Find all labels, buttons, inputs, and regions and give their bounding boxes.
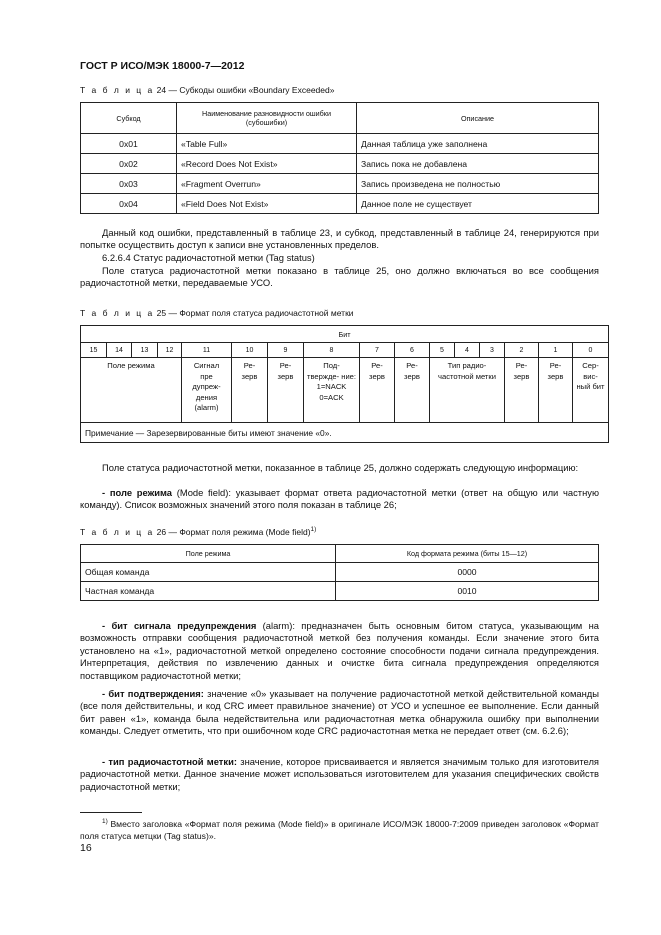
table26-caption-prefix: Т а б л и ц а bbox=[80, 526, 155, 537]
table-25 bbox=[80, 325, 609, 443]
bit-header: Бит bbox=[81, 326, 609, 343]
paragraph: Данный код ошибки, представленный в таблице 23, и субкод, представленный в таблице 24, генерируются при попытке осуществить доступ к записи вне установленных пределов. bbox=[80, 227, 599, 251]
paragraph bbox=[80, 688, 599, 738]
paragraph bbox=[80, 487, 599, 512]
table-header-cell: Описание bbox=[357, 103, 599, 134]
field-cell: Сигнал пре дупреж- дения (alarm) bbox=[182, 358, 232, 423]
field-cell: Ре- зерв bbox=[539, 358, 573, 423]
paragraph bbox=[80, 756, 599, 793]
bit-number: 5 bbox=[430, 343, 455, 358]
table-cell: Данное поле не существует bbox=[357, 194, 599, 214]
table-cell: «Field Does Not Exist» bbox=[177, 194, 357, 214]
document-header: ГОСТ Р ИСО/МЭК 18000-7—2012 bbox=[80, 60, 245, 72]
table-note-row bbox=[81, 423, 609, 443]
bit-number: 14 bbox=[107, 343, 132, 358]
term-bold: - тип радиочастотной метки: bbox=[102, 756, 237, 767]
table-header-cell: Наименование разновидности ошибки (субошибки) bbox=[177, 103, 357, 134]
bit-number: 3 bbox=[480, 343, 505, 358]
field-cell: Поле режима bbox=[81, 358, 182, 423]
table-cell: Частная команда bbox=[81, 582, 336, 601]
table26-caption bbox=[80, 526, 316, 537]
bit-number: 2 bbox=[505, 343, 539, 358]
bit-number: 7 bbox=[360, 343, 395, 358]
table-header-row bbox=[81, 326, 609, 343]
table-header-row bbox=[81, 545, 599, 563]
bit-number: 10 bbox=[232, 343, 268, 358]
bit-number: 15 bbox=[81, 343, 107, 358]
table-cell: Общая команда bbox=[81, 563, 336, 582]
table25-caption-text: 25 — Формат поля статуса радиочастотной метки bbox=[156, 308, 354, 318]
table25-caption bbox=[80, 308, 354, 318]
term-bold: - поле режима bbox=[102, 487, 173, 498]
field-cell: Ре- зерв bbox=[505, 358, 539, 423]
footnote-mark: 1) bbox=[102, 818, 108, 825]
table-cell: 0x02 bbox=[81, 154, 177, 174]
field-cell: Тип радио- частотной метки bbox=[430, 358, 505, 423]
table-row bbox=[81, 174, 599, 194]
term-bold: - бит сигнала предупреждения bbox=[102, 620, 257, 631]
table-cell: Запись произведена не полностью bbox=[357, 174, 599, 194]
bit-number: 11 bbox=[182, 343, 232, 358]
table-cell: «Record Does Not Exist» bbox=[177, 154, 357, 174]
bit-number: 12 bbox=[158, 343, 182, 358]
field-cell: Под- твержде- ние: 1=NACK 0=ACK bbox=[304, 358, 360, 423]
bit-number: 9 bbox=[268, 343, 304, 358]
table-row bbox=[81, 154, 599, 174]
table-row bbox=[81, 134, 599, 154]
paragraph-text: (alarm): предназначен быть основным битом статуса, указывающим на возможность отправки сообщения радиочастотной меткой без получения команды. Если значение этого бита установлено на «1», радиочастотной меткой определено состояние способности подачи сигнала предупреждения. Интерпретация, действия по извлечению данных и очистке бита сигнала предупреждения определяются поставщиком радиочастотной метки; bbox=[80, 620, 599, 681]
table-note: Примечание — Зарезервированные биты имеют значение «0». bbox=[81, 423, 609, 443]
table24-caption-prefix: Т а б л и ц а bbox=[80, 85, 155, 95]
field-cell: Ре- зерв bbox=[395, 358, 430, 423]
bit-number: 6 bbox=[395, 343, 430, 358]
table25-caption-prefix: Т а б л и ц а bbox=[80, 308, 155, 318]
table-row bbox=[81, 582, 599, 601]
footnote-ref: 1) bbox=[310, 526, 317, 533]
paragraph-text: значение, которое присваивается и является значимым только для изготовителя радиочастотной метки. Данное значение может использоваться изготовителем для указания специфических свойств радиочастотной метки; bbox=[80, 756, 600, 792]
table-cell: 0x03 bbox=[81, 174, 177, 194]
bit-number: 1 bbox=[539, 343, 573, 358]
section-heading: 6.2.6.4 Статус радиочастотной метки (Tag status) bbox=[102, 252, 315, 263]
bit-number: 8 bbox=[304, 343, 360, 358]
footnote bbox=[80, 816, 599, 842]
table24-caption-text: 24 — Субкоды ошибки «Boundary Exceeded» bbox=[156, 85, 335, 95]
field-row bbox=[81, 358, 609, 423]
term-bold: - бит подтверждения: bbox=[102, 688, 204, 699]
table-cell: 0010 bbox=[336, 582, 599, 601]
field-cell: Сер- вис- ный бит bbox=[573, 358, 609, 423]
bit-number: 0 bbox=[573, 343, 609, 358]
footnote-text: Вместо заголовка «Формат поля режима (Mode field)» в оригинале ИСО/МЭК 18000-7:2009 приведен заголовок «Формат поля статуса метцки (Tag status)». bbox=[80, 818, 599, 841]
bit-number: 4 bbox=[455, 343, 480, 358]
paragraph: Поле статуса радиочастотной метки показано в таблице 25, оно должно включаться во все сообщения радиочастотной метки, передаваемые УСО. bbox=[80, 265, 599, 289]
field-cell: Ре- зерв bbox=[268, 358, 304, 423]
bit-number: 13 bbox=[132, 343, 158, 358]
page-number: 16 bbox=[80, 842, 92, 854]
table-26 bbox=[80, 544, 599, 601]
paragraph-text: значение «0» указывает на получение радиочастотной меткой действительной команды (все поля действительны, и код CRC имеет правильное значение) от УСО и успешное ее выполнение. Если данный бит равен «1», команда была недействительна или радиочастотная метка обнаружила ошибку при выполнении команды. Следует отметить, что при ошибочном коде CRC радиочастотная метка не передает ответ (см. 6.2.6); bbox=[80, 688, 599, 737]
table-cell: «Table Full» bbox=[177, 134, 357, 154]
table-row bbox=[81, 563, 599, 582]
table-cell: 0x04 bbox=[81, 194, 177, 214]
table26-caption-text: 26 — Формат поля режима (Mode field) bbox=[156, 526, 311, 537]
table-cell: «Fragment Overrun» bbox=[177, 174, 357, 194]
table-cell: Данная таблица уже заполнена bbox=[357, 134, 599, 154]
paragraph bbox=[80, 620, 599, 682]
table-header-row bbox=[81, 103, 599, 134]
table-24 bbox=[80, 102, 599, 214]
table-header-cell: Код формата режима (биты 15—12) bbox=[336, 545, 599, 563]
bit-number-row bbox=[81, 343, 609, 358]
paragraph: Поле статуса радиочастотной метки, показанное в таблице 25, должно содержать следующую информацию: bbox=[102, 462, 579, 473]
table-cell: Запись пока не добавлена bbox=[357, 154, 599, 174]
table-cell: 0x01 bbox=[81, 134, 177, 154]
table-header-cell: Субкод bbox=[81, 103, 177, 134]
table-header-cell: Поле режима bbox=[81, 545, 336, 563]
table24-caption bbox=[80, 85, 334, 95]
paragraph-text: (Mode field): указывает формат ответа радиочастотной метки (ответ на общую или частную команду). Список возможных значений этого поля показан в таблице 26; bbox=[80, 487, 599, 511]
table-cell: 0000 bbox=[336, 563, 599, 582]
field-cell: Ре- зерв bbox=[360, 358, 395, 423]
table-row bbox=[81, 194, 599, 214]
footnote-separator bbox=[80, 812, 142, 813]
field-cell: Ре- зерв bbox=[232, 358, 268, 423]
